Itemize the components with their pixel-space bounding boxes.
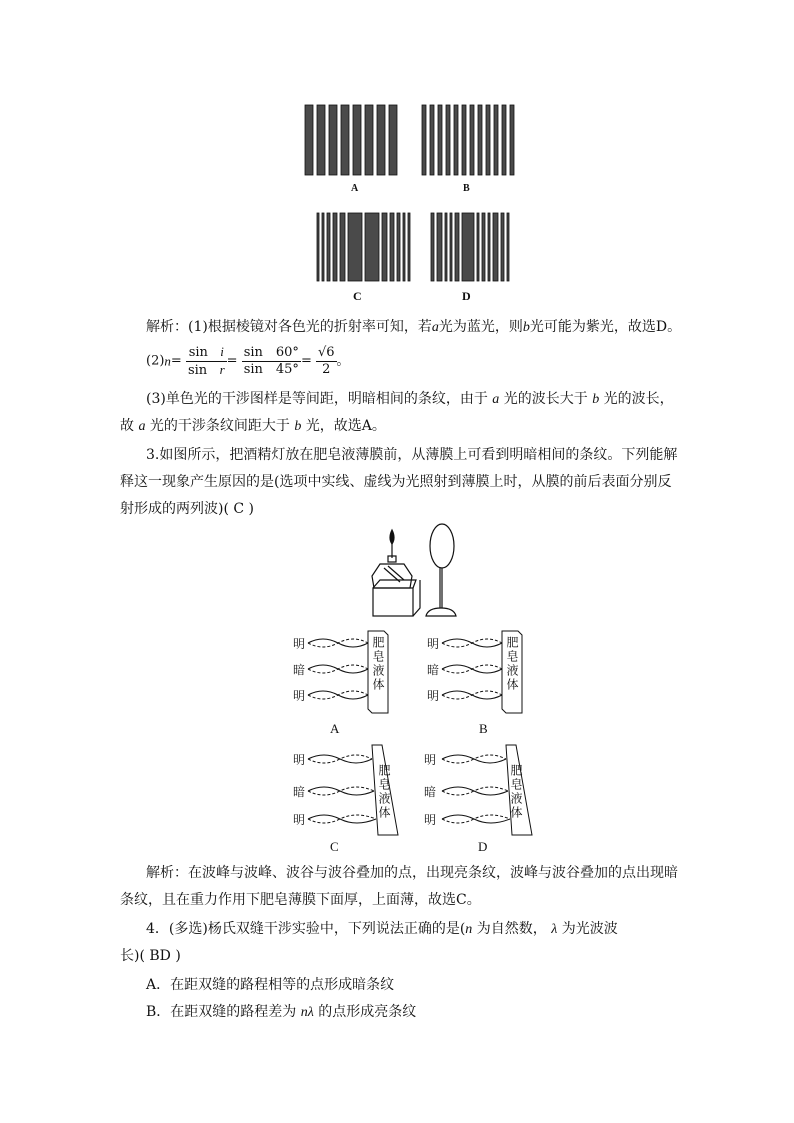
option-d-dark: 暗 [424, 785, 437, 799]
fringe-pattern-c [317, 213, 410, 281]
fringe-a-stripe [329, 105, 337, 175]
option-d-film-label: 肥皂液体 [509, 764, 523, 820]
fringe-d-stripe [493, 213, 498, 281]
fringe-figure [295, 95, 520, 310]
fraction-sqrt6-2: $\frac{√6}{2}$ [317, 345, 335, 377]
fringe-d-stripe [477, 213, 479, 281]
fringe-d-stripe [431, 213, 434, 281]
fringe-c-stripe [408, 213, 410, 281]
option-b-bright-1: 明 [427, 637, 440, 651]
question-4-line-1: 4．(多选)杨氏双缝干涉实验中，下列说法正确的是(n 为自然数， λ 为光波波 [146, 921, 618, 937]
fringe-label-b: B [463, 183, 470, 194]
fringe-d-stripe [445, 213, 447, 281]
fringe-d-stripe [482, 213, 485, 281]
fringe-label-a: A [351, 183, 359, 194]
fringe-pattern-d [431, 213, 509, 281]
fringe-pattern-b [422, 105, 514, 175]
fringe-c-stripe [322, 213, 324, 281]
option-a-bright-1: 明 [293, 637, 306, 651]
option-c-label: C [330, 839, 339, 854]
fringe-b-stripe [438, 105, 442, 175]
film-options-figure [280, 625, 540, 845]
fringe-b-stripe [510, 105, 514, 175]
fringe-a-stripe [389, 105, 397, 175]
fringe-b-stripe [478, 105, 482, 175]
analysis-2-line-1: 解析：(1)根据棱镜对各色光的折射率可知，若a光为蓝光，则b光可能为紫光，故选D。 [146, 319, 682, 335]
question-4-line-2: 长)( BD ) [120, 948, 181, 964]
fringe-label-c: C [353, 289, 362, 303]
option-c-dark: 暗 [293, 785, 306, 799]
fringe-a-stripe [353, 105, 361, 175]
fringe-b-stripe [422, 105, 426, 175]
fringe-d-stripe [501, 213, 504, 281]
option-b-bright-2: 明 [427, 689, 440, 703]
option-b-film-label: 肥皂液体 [505, 636, 519, 692]
alcohol-lamp-icon [372, 530, 420, 616]
fringe-c-stripe [390, 213, 394, 281]
fringe-a-stripe [305, 105, 313, 175]
fringe-c-stripe [397, 213, 400, 281]
fringe-c-stripe [348, 213, 362, 281]
fringe-b-stripe [430, 105, 434, 175]
option-b-dark: 暗 [427, 663, 440, 677]
fringe-d-stripe [437, 213, 442, 281]
fringe-label-d: D [462, 289, 471, 303]
fringe-b-stripe [494, 105, 498, 175]
option-d-bright-1: 明 [424, 753, 437, 767]
analysis-3-line-1: 解析：在波峰与波峰、波谷与波谷叠加的点，出现亮条纹，波峰与波谷叠加的点出现暗 [146, 865, 678, 881]
analysis-2-line-3: (3)单色光的干涉图样是等间距，明暗相间的条纹，由于 a 光的波长大于 b 光的波长， [146, 391, 674, 407]
fringe-b-stripe [462, 105, 466, 175]
fringe-c-stripe [317, 213, 319, 281]
fringe-c-stripe [333, 213, 337, 281]
analysis-2-formula: (2)n= $\frac{\text{sin i}}{\text{sin r}}$ = $\frac{\sin 60^\circ}{\sin 45^\circ}$ = $\frac{√6}{2}$ 。 [146, 344, 350, 378]
option-d-bright-2: 明 [424, 813, 437, 827]
fringe-d-stripe [455, 213, 459, 281]
fringe-b-stripe [502, 105, 506, 175]
fringe-b-stripe [446, 105, 450, 175]
fringe-d-stripe [462, 213, 474, 281]
option-a-dark: 暗 [293, 663, 306, 677]
option-a-label: A [330, 721, 340, 736]
fringe-b-stripe [470, 105, 474, 175]
fringe-c-stripe [365, 213, 379, 281]
fraction-sin60-sin45: $\frac{\sin 60^\circ}{\sin 45^\circ}$ [243, 345, 299, 377]
apparatus-figure [370, 520, 480, 625]
option-c-bright-1: 明 [293, 753, 306, 767]
fringe-d-stripe [450, 213, 452, 281]
fringe-b-stripe [486, 105, 490, 175]
question-3-line-2: 释这一现象产生原因的是(选项中实线、虚线为光照射到薄膜上时，从膜的前后表面分别反 [120, 474, 672, 490]
fringe-a-stripe [341, 105, 349, 175]
option-c-bright-2: 明 [293, 813, 306, 827]
fraction-sini-sinr: $\frac{\text{sin i}}{\text{sin r}}$ [187, 344, 225, 378]
analysis-3-line-2: 条纹，且在重力作用下肥皂薄膜下面厚，上面薄，故选C。 [120, 892, 481, 908]
option-a-bright-2: 明 [293, 689, 306, 703]
fringe-pattern-a [305, 105, 397, 175]
fringe-a-stripe [377, 105, 385, 175]
fringe-d-stripe [488, 213, 490, 281]
analysis-2-line-4: 故 a 光的干涉条纹间距大于 b 光，故选A。 [120, 418, 386, 434]
question-4-option-a: A．在距双缝的路程相等的点形成暗条纹 [146, 977, 395, 993]
fringe-b-stripe [454, 105, 458, 175]
fringe-c-stripe [340, 213, 345, 281]
question-3-line-3: 射形成的两列波)( C ) [120, 501, 254, 517]
fringe-c-stripe [327, 213, 330, 281]
fringe-d-stripe [507, 213, 509, 281]
fringe-a-stripe [365, 105, 373, 175]
soap-film-frame-icon [426, 524, 456, 616]
option-d-label: D [478, 839, 488, 854]
question-4-option-b: B．在距双缝的路程差为 nλ 的点形成亮条纹 [146, 1004, 417, 1020]
option-c-film-label: 肥皂液体 [377, 764, 391, 820]
fringe-c-stripe [382, 213, 387, 281]
fringe-a-stripe [317, 105, 325, 175]
option-b-label: B [479, 721, 488, 736]
question-3-line-1: 3.如图所示，把酒精灯放在肥皂液薄膜前，从薄膜上可看到明暗相间的条纹。下列能解 [146, 447, 678, 463]
fringe-c-stripe [403, 213, 405, 281]
option-a-film-label: 肥皂液体 [371, 636, 385, 692]
